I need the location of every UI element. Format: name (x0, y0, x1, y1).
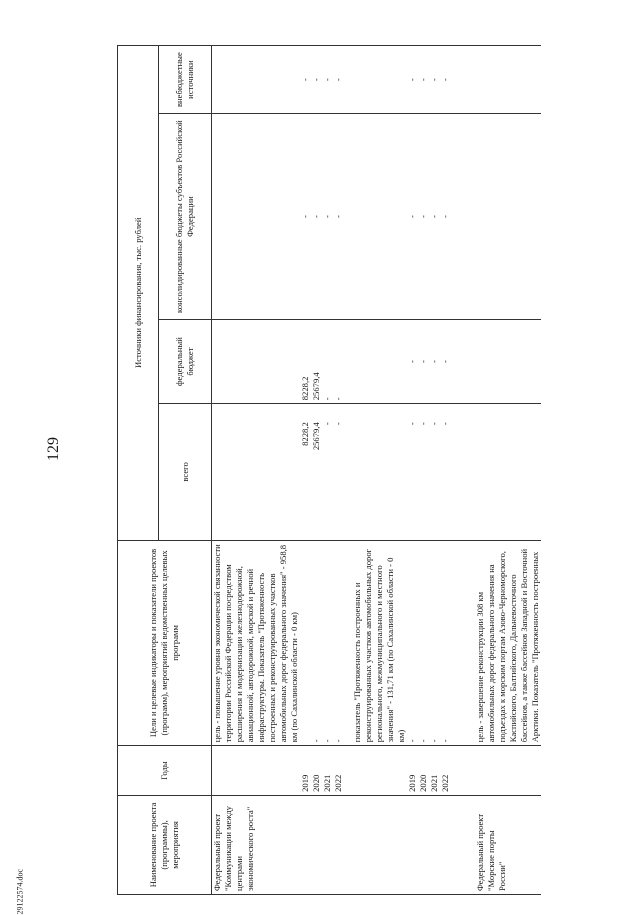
table-row (440, 46, 451, 895)
extra-cell: - (418, 46, 429, 114)
header-years: Годы (118, 746, 212, 796)
extra-cell: - (407, 46, 418, 114)
goal-cell: - (407, 540, 418, 746)
total-cell: - (322, 404, 333, 540)
total-cell: - (429, 404, 440, 540)
total-cell: 8228,2 (300, 404, 311, 540)
total-cell: 25679,4 (311, 404, 322, 540)
financing-table (117, 45, 541, 895)
table-row (322, 46, 333, 895)
regional-cell: - (322, 114, 333, 320)
header-federal: федеральный бюджет (159, 319, 212, 403)
regional-cell: - (311, 114, 322, 320)
regional-cell: - (333, 114, 344, 320)
federal-cell: - (440, 319, 451, 403)
year-cell: 2021 (429, 746, 440, 796)
federal-cell: - (418, 319, 429, 403)
goal-cell: - (418, 540, 429, 746)
total-cell: - (418, 404, 429, 540)
federal-cell: - (333, 319, 344, 403)
regional-cell: - (440, 114, 451, 320)
federal-cell: 8228,2 (300, 319, 311, 403)
goal-text: цель - завершение реконструкции 308 км автомобильных дорог федерального значения на подъездах к морским портам Азово-Черноморского, Каспийского, Балтийского, Дальневосточного бассейнов, а также бассейнов Западной и Восточной Арктики. Показатель "Протяженность построенных (475, 540, 541, 746)
table-row (418, 46, 429, 895)
document-code: 29122574.doc (15, 868, 25, 915)
header-total: всего (159, 404, 212, 540)
year-cell: 2019 (407, 746, 418, 796)
regional-cell: - (300, 114, 311, 320)
extra-cell: - (333, 46, 344, 114)
table-row (429, 46, 440, 895)
project-name: Федеральный проект "Коммуникации между центрами экономического роста" (212, 795, 476, 894)
table-row (311, 46, 322, 895)
year-cell: 2020 (311, 746, 322, 796)
total-cell: - (440, 404, 451, 540)
goal-cell: - (322, 540, 333, 746)
federal-cell: - (407, 319, 418, 403)
rotated-page (117, 45, 607, 895)
goal-cell: - (440, 540, 451, 746)
year-cell: 2021 (322, 746, 333, 796)
regional-cell: - (407, 114, 418, 320)
extra-cell: - (311, 46, 322, 114)
page-number: 129 (45, 437, 62, 461)
extra-cell: - (322, 46, 333, 114)
federal-cell: - (322, 319, 333, 403)
year-cell: 2022 (440, 746, 451, 796)
project-name: Федеральный проект "Морские порты России" (475, 795, 541, 894)
header-extra: внебюджетные источники (159, 46, 212, 114)
total-cell: - (333, 404, 344, 540)
goal-cell: - (429, 540, 440, 746)
table-row (212, 46, 301, 895)
total-cell: - (407, 404, 418, 540)
goal-cell: - (311, 540, 322, 746)
table-row (352, 46, 407, 895)
table-row (333, 46, 344, 895)
extra-cell: - (300, 46, 311, 114)
federal-cell: - (429, 319, 440, 403)
extra-cell: - (440, 46, 451, 114)
regional-cell: - (429, 114, 440, 320)
extra-cell: - (429, 46, 440, 114)
goal-cell (300, 540, 311, 746)
table-row (407, 46, 418, 895)
year-cell: 2020 (418, 746, 429, 796)
year-cell: 2019 (300, 746, 311, 796)
header-goals: Цели и целевые индикаторы и показатели проектов (программ), мероприятий ведомственных целевых программ (118, 540, 212, 746)
header-regional: консолидированные бюджеты субъектов Российской Федерации (159, 114, 212, 320)
header-name: Наименование проекта (программы), мероприятия (118, 795, 212, 894)
regional-cell: - (418, 114, 429, 320)
table-row (300, 46, 311, 895)
goal-text: цель - повышение уровня экономической связанности территории Российской Федерации посредством расширения и модернизации железнодорожной, авиационной, автодорожной, морской и речной инфраструктуры. Показатель "Протяженность построенных и реконструированных участков автомобильных дорог федерального значения" - 958,8 км (по Сахалинской области - 0 км) (212, 540, 301, 746)
table-row (475, 46, 541, 895)
goal-cell: - (333, 540, 344, 746)
header-financing: Источники финансирования, тыс. рублей (118, 46, 159, 541)
goal-text: показатель "Протяженность построенных и реконструированных участков автомобильных дорог регионального, межмуниципального и местного значения" - 131,71 км (по Сахалинской области - 0 км) (352, 540, 407, 746)
year-cell: 2022 (333, 746, 344, 796)
federal-cell: 25679,4 (311, 319, 322, 403)
